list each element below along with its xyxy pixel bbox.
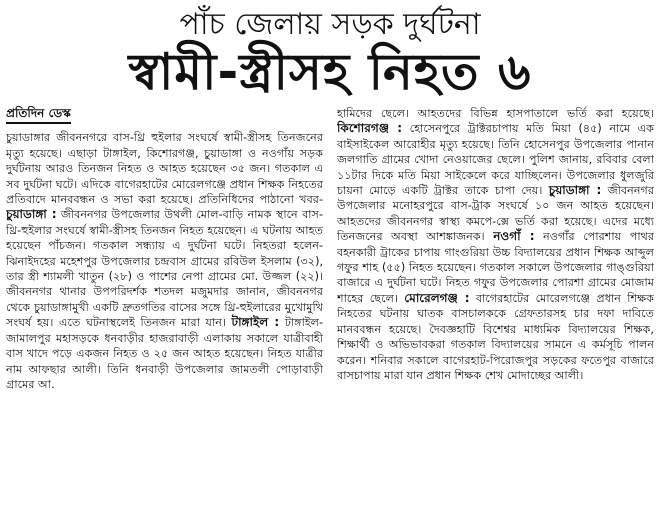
paragraph xyxy=(6,130,323,392)
article-kicker: পাঁচ জেলায় সড়ক দুর্ঘটনা xyxy=(179,7,481,42)
paragraph xyxy=(337,106,654,383)
paragraph-text: নওগাঁর পোরশায় পাথর বহনকারী ট্রাকের চাপায় গাংগুরিয়া উচ্চ বিদ্যালয়ের প্রধান শিক্ষক আব্দুল গফুর শাহ (৫৫) নিহত হয়েছেন। গতকাল সকালে উপজেলার গাঙ্গুরিয়া বাজারে এ দুর্ঘটনা ঘটে। নিহত গফুর উপজেলার পোরশা গ্রামের মোজাম শাহের ছেলে। xyxy=(337,230,654,305)
article-body xyxy=(6,106,654,516)
paragraph-text: চুয়াডাঙ্গার জীবননগরে বাস-থ্রি হুইলার সংঘর্ষে স্বামী-স্ত্রীসহ তিনজনের মৃত্যু হয়েছে। এছাড়া টাঙ্গাইল, কিশোরগঞ্জ, চুয়াডাঙ্গা ও নওগাঁয় সড়ক দুর্ঘটনায় আরও তিনজন নিহত ও আহত হয়েছেন ৩৫ জন। গতকাল এ সব দুর্ঘটনা ঘটে। এদিকে বাগেরহাটের মোরেলগঞ্জে প্রধান শিক্ষক নিহতের প্রতিবাদে মানববন্ধন ও সভা করা হয়েছে। প্রতিনিধিদের পাঠানো খবর- xyxy=(6,131,323,207)
left-column xyxy=(6,106,323,516)
article-headline: স্বামী-স্ত্রীসহ নিহত ৬ xyxy=(128,43,532,101)
location-tag-chuadanga: চুয়াডাঙ্গা : xyxy=(548,183,602,198)
right-column xyxy=(337,106,654,516)
paragraph-text: জীবননগর উপজেলার মনোহরপুরে বাস-ট্রাক সংঘর্ষে ১০ জন আহত হয়েছেন। আহতদের জীবননগর স্বাস্থ্য কমপে-ক্সে ভর্তি করা হয়েছে। এদের মধ্যে তিনজনের অবস্থা আশঙ্কাজনক। xyxy=(337,184,654,244)
paragraph-text: হামিদের ছেলে। আহতদের বিভিন্ন হাসপাতালে ভর্তি করা হয়েছে। xyxy=(337,107,654,120)
paragraph-text: টাঙ্গাইল-জামালপুর মহাসড়কে ধনবাড়ীর হাজরাবাড়ী এলাকায় সকালে যাত্রীবাহী বাস খাদে পড়ে একজন নিহত ও ২৫ জন আহত হয়েছেন। নিহত যাত্রীর নাম আফছার আলী। তিনি ধনবাড়ী উপজেলার জামতলী পোড়াবাড়ী গ্রামের আ. xyxy=(6,316,323,391)
location-tag-kishoreganj: কিশোরগঞ্জ : xyxy=(337,121,403,136)
paragraph-text: হোসেনপুরে ট্রাক্টরচাপায় মতি মিয়া (৪৫) নামে এক বাইসাইকেল আরোহীর মৃত্যু হয়েছে। তিনি হোসেনপুর উপজেলার পানান জলগাতি গ্রামের খোদা নেওয়াজের ছেলে। পুলিশ জানায়, রবিবার বেলা ১১টার দিকে মতি মিয়া সাইকেলে করে যাচ্ছিলেন। উপজেলার ধুলজুরি চায়না মোড়ে একটি ট্রাক্টর তাকে চাপা দেয়। xyxy=(337,122,654,198)
location-tag-naogaon: নওগাঁ : xyxy=(493,229,535,244)
paragraph-text: জীবননগর উপজেলার উথলী মোল-বাড়ি নামক স্থানে বাস-থ্রি-হুইলার সংঘর্ষে স্বামী-স্ত্রীসহ তিনজন নিহত হয়েছেন। এ ঘটনায় আহত হয়েছেন পাঁচজন। গতকাল সন্ধ্যায় এ দুর্ঘটনা ঘটে। নিহতরা হলেন- ঝিনাইদহের মহেশপুর উপজেলার চন্দ্রবাস গ্রামের রবিউল ইসলাম (৩২), তার স্ত্রী শ্যামলী খাতুন (২৮) ও পাশের নেপা গ্রামের মো. উজ্জল (২২)। জীবননগর থানার উপপরিদর্শক শতদল মজুমদার জানান, জীবননগর থেকে চুয়াডাঙ্গামুখী একটি দ্রুতগতির বাসের সঙ্গে থ্রি-হুইলারের মুখোমুখি সংঘর্ষ হয়। এতে ঘটনাস্থলেই তিনজন মারা যান। xyxy=(6,208,323,330)
location-tag-morelganj: মোরেলগঞ্জ : xyxy=(404,290,470,305)
location-tag-chuadanga: চুয়াডাঙ্গা : xyxy=(6,207,57,222)
location-tag-tangail: টাঙ্গাইল : xyxy=(231,315,280,330)
paragraph-text: বাগেরহাটের মোরেলগঞ্জে প্রধান শিক্ষক নিহতের ঘটনায় ঘাতক বাসচালককে গ্রেফতারসহ চার দফা দাবিতে মানববন্ধন হয়েছে। দৈবজ্ঞহাটি বিশেশ্বর মাধ্যমিক বিদ্যালয়ের শিক্ষক, শিক্ষার্থী ও অভিভাবকরা গতকাল বিদ্যালয়ের সামনে এ কর্মসূচি পালন করেন। শনিবার সকালে বাগেরহাট-পিরোজপুর সড়কের ফতেপুর বাজারে বাসচাপায় মারা যান প্রধান শিক্ষক শেখ মোদাচ্ছের আলী। xyxy=(337,291,654,382)
desk-byline: প্রতিদিন ডেস্ক xyxy=(6,106,71,124)
